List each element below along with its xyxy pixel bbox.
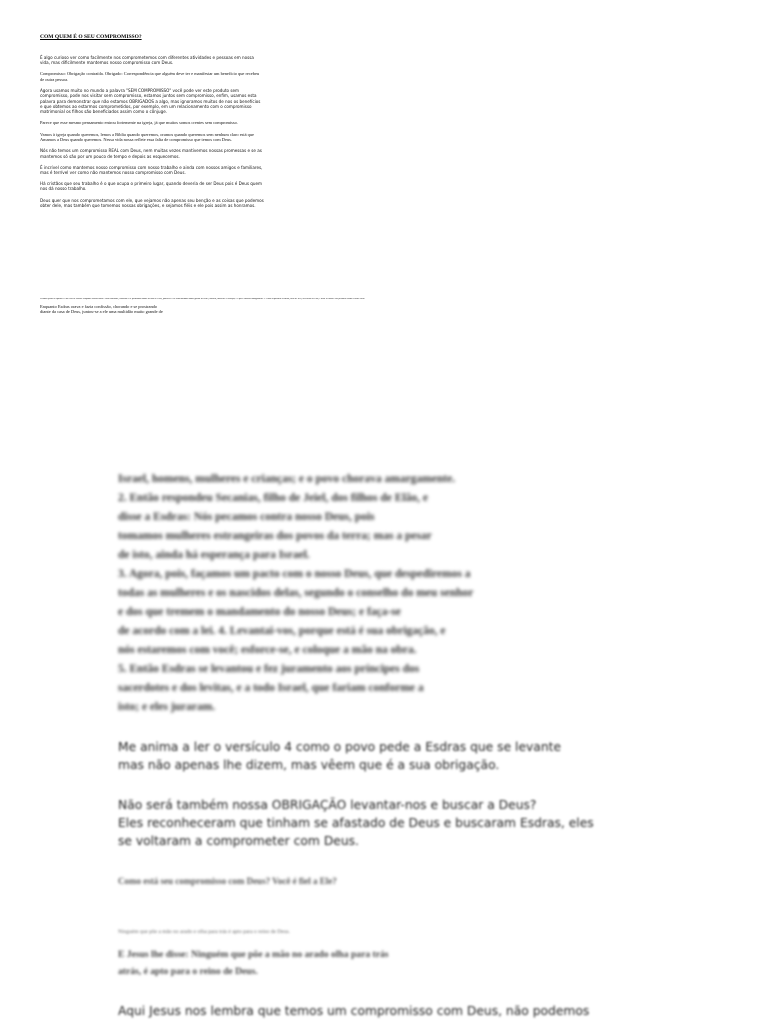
reflection-line: se voltaram a comprometer com Deus. — [118, 834, 359, 848]
verse-line: de acordo com a lei. 4. Levantai-vos, porque está é sua obrigação, e — [118, 625, 446, 637]
definition-paragraph: Compromisso: Obrigação contraída. Obrigado: Correspondência que alguém deve ter e manifestar um benefício que recebeu de outra pessoa. — [40, 71, 260, 82]
verse-line: isto; e eles juraram. — [118, 701, 216, 713]
reflection-paragraph-2 — [118, 796, 658, 850]
scripture-verses — [118, 470, 658, 717]
verse-line: tomamos mulheres estrangeiras dos povos da terra; mas a pesar — [118, 530, 432, 542]
overflow-text-line: Leiamos juntos o capítulo 10 do livro de Esdras: Enquanto Esdras orava e fazia confissão, chorando e se prostrando diante da casa de Deus, juntou-se a ele uma multidão muito grande de Israel, homens, mulheres e crianças; e o povo chorava amargamente. 2. Então respondeu Secanias, filho de Jeiel, dos filhos de Elão, e disse a Esdras: Nós pecamos contra o nosso Deus. — [40, 298, 365, 300]
verse-line: E Jesus lhe disse: Ninguém que põe a mão no arado olha para trás — [118, 949, 389, 960]
intro-paragraph-4: Parece que esse mesmo pensamento entrou fortemente na igreja, já que muitos somos crentes sem compromisso. — [40, 120, 238, 126]
scripture-intro-line: Enquanto Esdras orava e fazia confissão, chorando e se prostrando — [40, 304, 158, 309]
verse-line: 3. Agora, pois, façamos um pacto com o nosso Deus, que despediremos a — [118, 568, 471, 580]
reflection-line: Aqui Jesus nos lembra que temos um compromisso com Deus, não podemos — [118, 1004, 590, 1018]
reflection-paragraph-1 — [118, 738, 658, 774]
intro-paragraph-6: Nós não temos um compromisso REAL com Deus, nem muitas vezes mantivemos nossas promessas e se as mantemos só são por um pouco de tempo e depois as esquecemos. — [40, 148, 262, 159]
reflection-line: mas não apenas lhe dizem, mas vêem que é a sua obrigação. — [118, 758, 500, 772]
intro-paragraph-3: Agora usamos muito no mundo a palavra "SEM COMPROMISSO" você pode ver este produto sem compromisso, pode nos visitar sem compromisso, estamos juntos sem compromisso, enfim, usamos esta palavra para demonstrar que não estamos OBRIGADOS a algo, mas ignoramos muitos de nos os benefícios e que obtemos ao estarmos comprometidos, por exemplo, em um relacionamento com o compromisso matrimonial os filhos são beneficiados assim como o cônjuge. — [40, 88, 261, 115]
reflection-paragraph-3 — [118, 1002, 658, 1020]
verse-line: 2. Então respondeu Secanias, filho de Jeiel, dos filhos de Elão, e — [118, 492, 429, 504]
verse-line: Israel, homens, mulheres e crianças; e o povo chorava amargamente. — [118, 473, 456, 485]
intro-section — [40, 34, 264, 214]
verse-line: todas as mulheres e os nascidos delas, segundo o conselho do meu senhor — [118, 587, 474, 599]
reflection-line: Me anima a ler o versículo 4 como o povo pede a Esdras que se levante — [118, 740, 562, 754]
intro-paragraph-5: Vamos à igreja quando queremos, lemos a Bíblia quando queremos, oramos quando queremos sem nenhum claro está que Amamos a Deus quando queremos. Nessa vida nossa reflete essa falta de compromisso que temos com Deus. — [40, 131, 254, 143]
verse-line: sacerdotes e dos levitas, e a todo Israel, que fariam conforme a — [118, 682, 424, 694]
verse-line: nós estaremos com você; esforce-se, e coloque a mão na obra. — [118, 644, 417, 656]
scripture-verse-2 — [118, 946, 658, 980]
intro-paragraph-8: Há cristãos que seu trabalho é o que ocupa o primeiro lugar, quando deveria de ser Deus pois é Deus quem nos dá nosso trabalho. — [40, 181, 262, 192]
verse-line: 5. Então Esdras se levantou e fez juramento aos príncipes dos — [118, 663, 420, 675]
reflection-line: Não será também nossa OBRIGAÇÃO levantar-nos e buscar a Deus? — [118, 798, 537, 812]
intro-paragraph-7: É incrível como mantemos nosso compromisso com nosso trabalho e ainda com nossos amigos e familiares, mas é terrível ver como não mantemos nosso compromisso com Deus. — [40, 164, 263, 176]
small-quote: Ninguém que põe a mão no arado e olha para trás é apto para o reino de Deus. — [118, 929, 290, 935]
page-title: COM QUEM É O SEU COMPROMISSO? — [40, 34, 142, 40]
intro-paragraph-9: Deus quer que nos comprometamos com ele, que vejamos não apenas seu benção e as coisas que podemos obter dele, mas também que tomemos nossas obrigações, e sejamos fiéis e ele pois assim as honramos. — [40, 197, 264, 208]
intro-paragraph-1: É algo curioso ver como facilmente nos comprometemos com diferentes atividades e pessoas em nossa vida, mas dificilmente mantemos nosso compromisso com Deus. — [40, 55, 254, 66]
reflection-line: Eles reconheceram que tinham se afastado de Deus e buscaram Esdras, eles — [118, 816, 594, 830]
verse-line: atrás, é apto para o reino de Deus. — [118, 966, 258, 977]
verse-line: disse a Esdras: Nós pecamos contra nosso Deus, pois — [118, 511, 375, 523]
scripture-intro — [40, 304, 280, 315]
verse-line: e dos que tremem o mandamento do nosso Deus; e faça-se — [118, 606, 401, 618]
question-line: Como está seu compromisso com Deus? Você é fiel a Ele? — [118, 876, 337, 886]
scripture-intro-line: diante da casa de Deus, juntou-se a ele uma multidão muito grande de — [40, 309, 163, 315]
verse-line: de isto, ainda há esperança para Israel. — [118, 549, 310, 561]
